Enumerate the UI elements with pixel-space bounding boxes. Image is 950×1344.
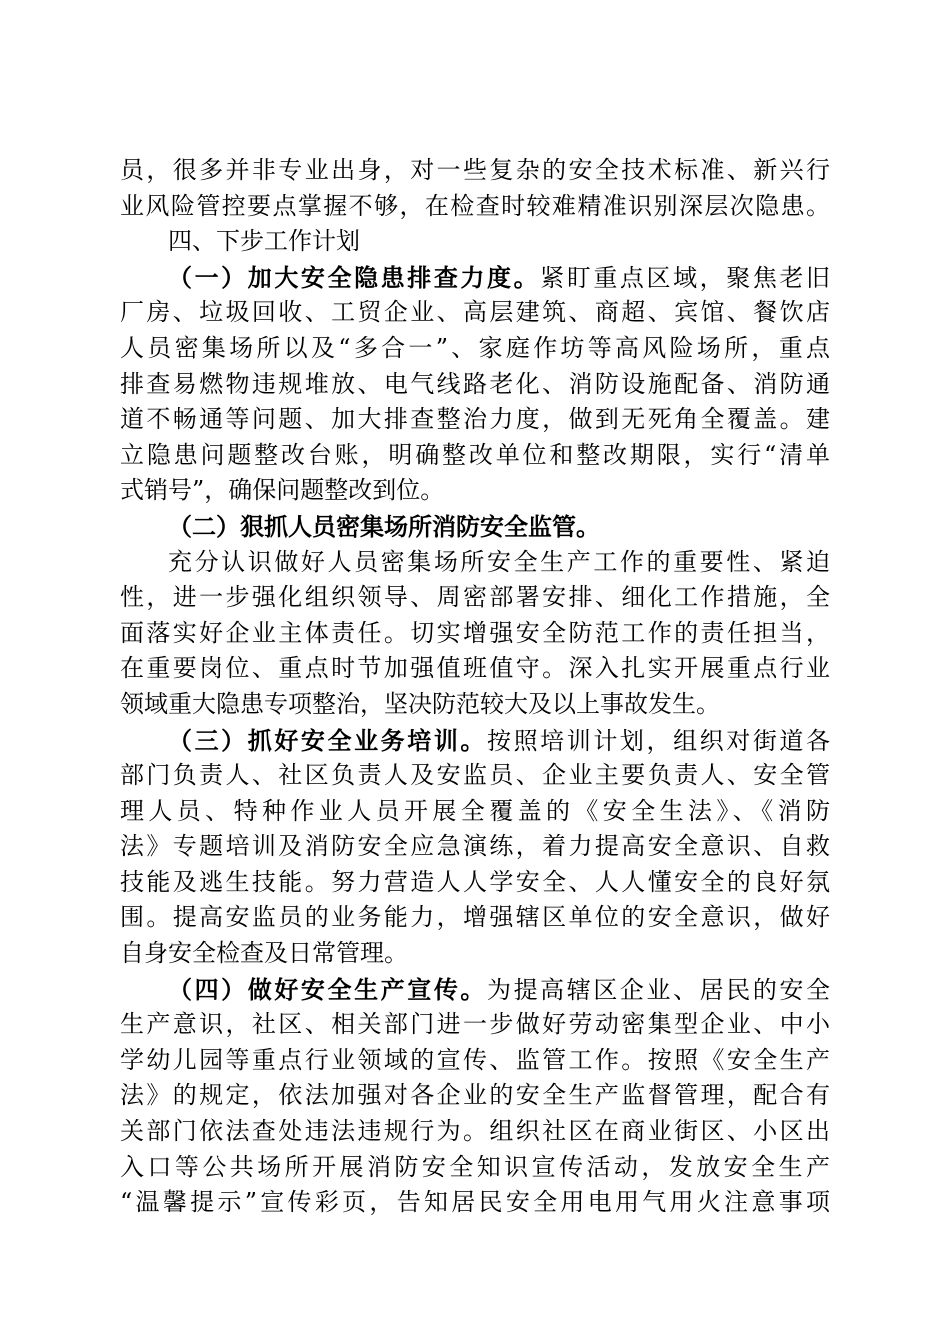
paragraph-line: [120, 723, 830, 759]
paragraph-line: 立隐患问题整改台账，明确整改单位和整改期限，实行“清单: [120, 440, 830, 469]
paragraph-line: 道不畅通等问题、加大排查整治力度，做到无死角全覆盖。建: [120, 405, 830, 434]
paragraph-text: 按照培训计划，组织对街道各: [487, 726, 830, 755]
paragraph-line: 式销号”，确保问题整改到位。: [120, 476, 445, 505]
paragraph-line: 面落实好企业主体责任。切实增强安全防范工作的责任担当，: [120, 618, 830, 647]
section-heading: 四、下步工作计划: [168, 227, 360, 256]
paragraph-line: 领域重大隐患专项整治，坚决防范较大及以上事故发生。: [120, 689, 720, 718]
paragraph-line: 排查易燃物违规堆放、电气线路老化、消防设施配备、消防通: [120, 369, 830, 398]
paragraph-line: 充分认识做好人员密集场所安全生产工作的重要性、紧迫: [168, 547, 830, 576]
subheading-inline: （三）抓好安全业务培训。: [168, 725, 487, 755]
paragraph-line: 厂房、垃圾回收、工贸企业、高层建筑、商超、宾馆、餐饮店: [120, 298, 830, 327]
paragraph-line: 性，进一步强化组织领导、周密部署安排、细化工作措施，全: [120, 583, 830, 612]
paragraph-text: 为提高辖区企业、居民的安全: [487, 975, 830, 1004]
paragraph-line: 关部门依法查处违法违规行为。组织社区在商业街区、小区出: [120, 1117, 830, 1146]
paragraph-line: 业风险管控要点掌握不够，在检查时较难精准识别深层次隐患。: [120, 191, 830, 220]
paragraph-line: 在重要岗位、重点时节加强值班值守。深入扎实开展重点行业: [120, 654, 830, 683]
paragraph-line: 理人员、特种作业人员开展全覆盖的《安全生法》、《消防: [120, 796, 830, 825]
paragraph-line: [120, 972, 830, 1008]
paragraph-line: [120, 260, 830, 296]
paragraph-line: “温馨提示”宣传彩页，告知居民安全用电用气用火注意事项: [120, 1188, 830, 1217]
subheading-inline: （一）加大安全隐患排查力度。: [168, 262, 541, 292]
paragraph-line: 法》专题培训及消防安全应急演练，着力提高安全意识、自救: [120, 832, 830, 861]
paragraph-line: 生产意识，社区、相关部门进一步做好劳动密集型企业、中小: [120, 1010, 830, 1039]
paragraph-line: 员，很多并非专业出身，对一些复杂的安全技术标准、新兴行: [120, 156, 830, 184]
subheading: （二）狠抓人员密集场所消防安全监管。: [168, 511, 600, 541]
paragraph-line: 技能及逃生技能。努力营造人人学安全、人人懂安全的良好氛: [120, 867, 830, 896]
document-page: [120, 153, 830, 1221]
paragraph-line: 人员密集场所以及“多合一”、家庭作坊等高风险场所，重点: [120, 333, 830, 362]
paragraph-line: 自身安全检查及日常管理。: [120, 939, 408, 968]
paragraph-text: 紧盯重点区域，聚焦老旧: [540, 263, 830, 292]
paragraph-line: 入口等公共场所开展消防安全知识宣传活动，发放安全生产: [120, 1152, 830, 1181]
subheading-inline: （四）做好安全生产宣传。: [168, 974, 487, 1004]
paragraph-line: 学幼儿园等重点行业领域的宣传、监管工作。按照《安全生产: [120, 1045, 830, 1074]
paragraph-line: 围。提高安监员的业务能力，增强辖区单位的安全意识，做好: [120, 903, 830, 932]
paragraph-line: 部门负责人、社区负责人及安监员、企业主要负责人、安全管: [120, 761, 830, 790]
paragraph-line: 法》的规定，依法加强对各企业的安全生产监督管理，配合有: [120, 1081, 830, 1110]
